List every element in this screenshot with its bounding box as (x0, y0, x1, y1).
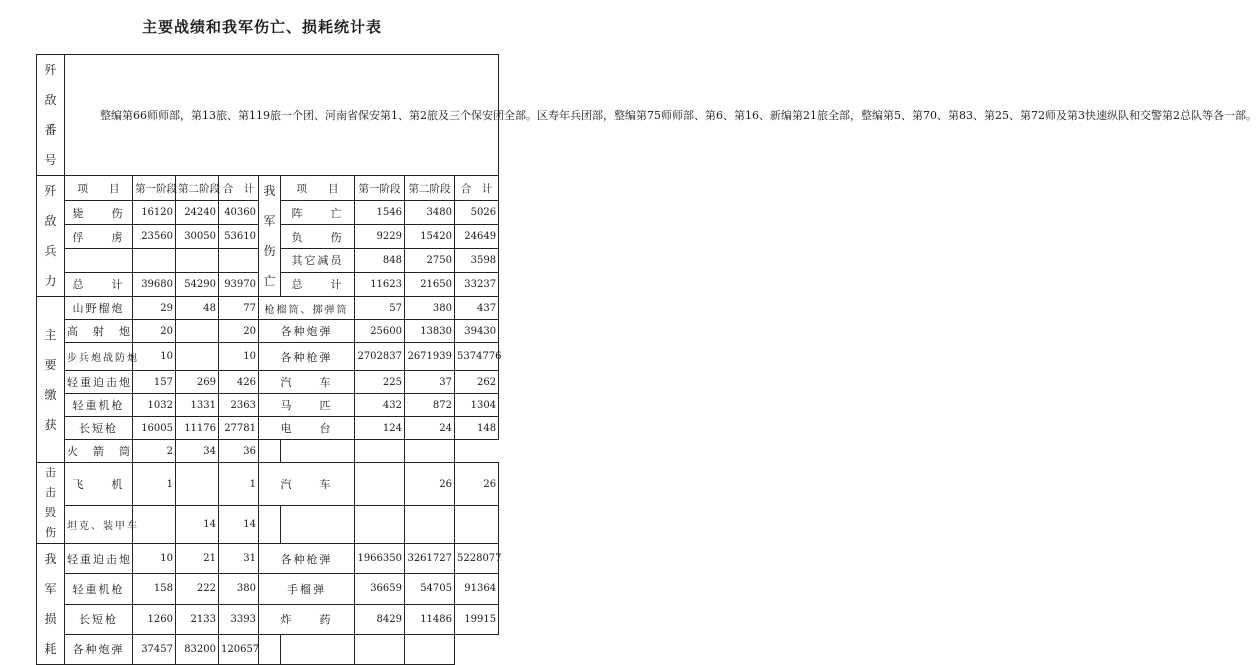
table-row (37, 544, 499, 574)
column-header: 第一阶段 (133, 176, 176, 201)
empty-cell (259, 634, 281, 664)
value-cell: 26 (455, 463, 499, 506)
value-cell: 2363 (219, 394, 259, 417)
item-label: 长短枪 (65, 417, 133, 440)
value-cell: 3393 (219, 604, 259, 634)
value-cell: 10 (133, 343, 176, 371)
table-row (37, 440, 499, 463)
table-row (37, 55, 499, 176)
value-cell (176, 343, 219, 371)
item-label: 坦克、装甲车 (65, 506, 133, 544)
value-cell: 36 (219, 440, 259, 463)
item-label: 各种枪弹 (259, 544, 355, 574)
column-header: 项 目 (281, 176, 355, 201)
section-label-own_casualties: 我 军 伤 亡 (259, 176, 281, 297)
empty-cell (65, 249, 133, 273)
value-cell: 20 (219, 320, 259, 343)
item-label: 阵 亡 (281, 201, 355, 225)
value-cell: 848 (355, 249, 405, 273)
empty-cell (219, 249, 259, 273)
section-label-shot_down: 击 击 毁 伤 (37, 463, 65, 544)
value-cell: 48 (176, 297, 219, 320)
item-label: 山野榴炮 (65, 297, 133, 320)
item-label: 飞 机 (65, 463, 133, 506)
value-cell: 34 (176, 440, 219, 463)
table-row (37, 463, 499, 506)
value-cell: 1032 (133, 394, 176, 417)
item-label: 长短枪 (65, 604, 133, 634)
value-cell: 3480 (405, 201, 455, 225)
section-label-enemy_units: 歼 敌 番 号 (37, 55, 65, 176)
value-cell: 9229 (355, 225, 405, 249)
value-cell: 21 (176, 544, 219, 574)
value-cell: 31 (219, 544, 259, 574)
item-label: 各种枪弹 (259, 343, 355, 371)
item-label: 轻重机枪 (65, 574, 133, 604)
statistics-table (36, 54, 1257, 665)
item-label: 负 伤 (281, 225, 355, 249)
value-cell (176, 463, 219, 506)
value-cell: 24240 (176, 201, 219, 225)
section-label-enemy_troops: 歼 敌 兵 力 (37, 176, 65, 297)
value-cell: 24649 (455, 225, 499, 249)
column-header: 合 计 (219, 176, 259, 201)
table-row (37, 634, 499, 664)
value-cell: 13830 (405, 320, 455, 343)
value-cell: 1331 (176, 394, 219, 417)
item-label: 炸 药 (259, 604, 355, 634)
column-header: 合 计 (455, 176, 499, 201)
value-cell: 380 (405, 297, 455, 320)
page-title: 主要战绩和我军伤亡、损耗统计表 (141, 18, 382, 36)
value-cell: 426 (219, 371, 259, 394)
value-cell: 23560 (133, 225, 176, 249)
empty-cell (405, 506, 455, 544)
empty-cell (405, 634, 455, 664)
value-cell (176, 320, 219, 343)
item-label: 高 射 炮 (65, 320, 133, 343)
item-label: 俘 虏 (65, 225, 133, 249)
table-row (37, 394, 499, 417)
value-cell: 53610 (219, 225, 259, 249)
empty-cell (259, 506, 281, 544)
empty-cell (176, 249, 219, 273)
value-cell: 37457 (133, 634, 176, 664)
value-cell: 157 (133, 371, 176, 394)
table-row (37, 604, 499, 634)
item-label: 汽 车 (259, 371, 355, 394)
table-row (37, 574, 499, 604)
value-cell: 1 (133, 463, 176, 506)
value-cell: 27781 (219, 417, 259, 440)
value-cell: 2750 (405, 249, 455, 273)
value-cell: 57 (355, 297, 405, 320)
value-cell: 222 (176, 574, 219, 604)
item-label: 总 计 (281, 272, 355, 296)
value-cell: 432 (355, 394, 405, 417)
value-cell: 14 (219, 506, 259, 544)
value-cell: 2 (133, 440, 176, 463)
column-header: 第二阶段 (405, 176, 455, 201)
empty-cell (355, 506, 405, 544)
value-cell: 77 (219, 297, 259, 320)
value-cell: 3261727 (405, 544, 455, 574)
empty-cell (281, 634, 355, 664)
value-cell: 158 (133, 574, 176, 604)
value-cell: 39430 (455, 320, 499, 343)
value-cell: 120657 (219, 634, 259, 664)
value-cell: 33237 (455, 272, 499, 296)
table-row (37, 506, 499, 544)
value-cell: 262 (455, 371, 499, 394)
item-label: 轻重机枪 (65, 394, 133, 417)
value-cell: 5374776 (455, 343, 499, 371)
section-label-captured: 主 要 缴 获 (37, 297, 65, 463)
item-label: 其它减员 (281, 249, 355, 273)
value-cell: 30050 (176, 225, 219, 249)
value-cell: 21650 (405, 272, 455, 296)
value-cell: 2671939 (405, 343, 455, 371)
value-cell: 872 (405, 394, 455, 417)
value-cell (355, 463, 405, 506)
value-cell: 91364 (455, 574, 499, 604)
value-cell: 3598 (455, 249, 499, 273)
item-label: 总 计 (65, 272, 133, 296)
value-cell: 1260 (133, 604, 176, 634)
empty-cell (455, 506, 499, 544)
enemy-units-text: 整编第66师师部，第13旅、第119旅一个团、河南省保安第1、第2旅及三个保安团全部。区寿年兵团部，整编第75师师部、第6、第16、新编第21旅全部，整编第5、第70、第83、第25、第72师及第3快速纵队和交警第2总队等各一部。 (65, 55, 499, 176)
item-label: 毙 伤 (65, 201, 133, 225)
value-cell: 124 (355, 417, 405, 440)
table-row (37, 343, 499, 371)
value-cell: 39680 (133, 272, 176, 296)
table-row (37, 320, 499, 343)
empty-cell (405, 440, 455, 463)
column-header: 第二阶段 (176, 176, 219, 201)
item-label: 各种炮弹 (259, 320, 355, 343)
value-cell: 148 (455, 417, 499, 440)
value-cell: 225 (355, 371, 405, 394)
value-cell: 380 (219, 574, 259, 604)
item-label: 枪榴筒、掷弹筒 (259, 297, 355, 320)
value-cell: 16005 (133, 417, 176, 440)
value-cell: 24 (405, 417, 455, 440)
item-label: 马 匹 (259, 394, 355, 417)
item-label: 轻重迫击炮 (65, 544, 133, 574)
value-cell: 20 (133, 320, 176, 343)
value-cell: 10 (133, 544, 176, 574)
value-cell: 269 (176, 371, 219, 394)
value-cell: 1966350 (355, 544, 405, 574)
value-cell: 15420 (405, 225, 455, 249)
value-cell: 54705 (405, 574, 455, 604)
item-label: 汽 车 (259, 463, 355, 506)
empty-cell (355, 634, 405, 664)
value-cell: 11486 (405, 604, 455, 634)
value-cell: 54290 (176, 272, 219, 296)
value-cell: 40360 (219, 201, 259, 225)
empty-cell (355, 440, 405, 463)
item-label: 轻重迫击炮 (65, 371, 133, 394)
value-cell: 2133 (176, 604, 219, 634)
value-cell: 25600 (355, 320, 405, 343)
column-header: 第一阶段 (355, 176, 405, 201)
value-cell: 11623 (355, 272, 405, 296)
value-cell: 83200 (176, 634, 219, 664)
table-row (37, 371, 499, 394)
value-cell: 37 (405, 371, 455, 394)
empty-cell (281, 506, 355, 544)
value-cell: 19915 (455, 604, 499, 634)
value-cell: 5228077 (455, 544, 499, 574)
value-cell: 1 (219, 463, 259, 506)
item-label: 各种炮弹 (65, 634, 133, 664)
item-label: 手榴弹 (259, 574, 355, 604)
column-header: 项 目 (65, 176, 133, 201)
empty-cell (281, 440, 355, 463)
value-cell: 29 (133, 297, 176, 320)
value-cell: 16120 (133, 201, 176, 225)
value-cell: 2702837 (355, 343, 405, 371)
value-cell: 10 (219, 343, 259, 371)
value-cell: 5026 (455, 201, 499, 225)
item-label: 电 台 (259, 417, 355, 440)
value-cell: 93970 (219, 272, 259, 296)
value-cell: 8429 (355, 604, 405, 634)
value-cell: 14 (176, 506, 219, 544)
value-cell: 437 (455, 297, 499, 320)
section-label-own_consumption: 我 军 损 耗 (37, 544, 65, 665)
table-row (37, 297, 499, 320)
value-cell: 1546 (355, 201, 405, 225)
value-cell: 26 (405, 463, 455, 506)
empty-cell (259, 440, 281, 463)
table-row (37, 417, 499, 440)
value-cell: 11176 (176, 417, 219, 440)
value-cell: 1304 (455, 394, 499, 417)
empty-cell (133, 249, 176, 273)
value-cell: 36659 (355, 574, 405, 604)
table-row (37, 176, 499, 201)
item-label: 步兵炮战防炮 (65, 343, 133, 371)
item-label: 火 箭 筒 (65, 440, 133, 463)
